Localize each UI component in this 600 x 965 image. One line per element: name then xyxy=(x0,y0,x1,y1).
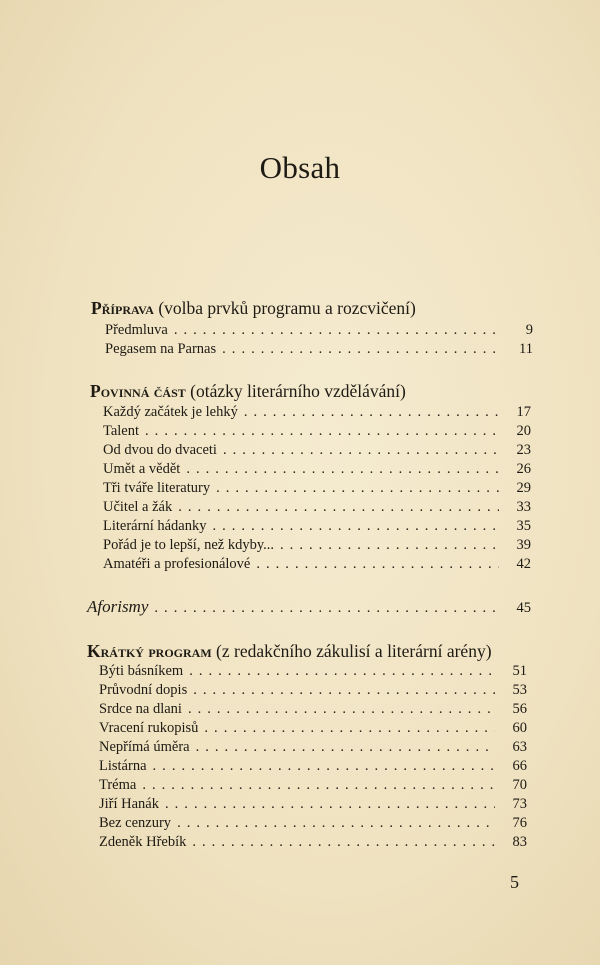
leader-dots xyxy=(189,663,495,680)
toc-entry-title: Nepřímá úměra xyxy=(99,739,190,755)
toc-entry[interactable] xyxy=(105,341,533,360)
section-subtitle: (z redakčního zákulisí a literární arény) xyxy=(211,641,492,661)
toc-entry[interactable] xyxy=(103,404,531,423)
toc-entry[interactable] xyxy=(103,442,531,461)
toc-entry[interactable] xyxy=(99,701,527,720)
toc-entry-title: Býti básníkem xyxy=(99,663,184,679)
toc-entry-title: Aforismy xyxy=(87,597,149,616)
toc-entry-page: 56 xyxy=(512,701,527,717)
toc-entry-title: Zdeněk Hřebík xyxy=(99,834,187,850)
toc-entry-page: 70 xyxy=(512,777,527,793)
toc-entry-page: 42 xyxy=(516,556,531,572)
toc-entry[interactable] xyxy=(103,461,531,480)
leader-dots xyxy=(142,777,495,794)
toc-entry-title: Bez cenzury xyxy=(99,815,172,831)
leader-dots xyxy=(186,461,499,478)
toc-entry-page: 23 xyxy=(516,442,531,458)
toc-entry[interactable] xyxy=(99,815,527,834)
toc-entry[interactable] xyxy=(99,758,527,777)
page-number: 5 xyxy=(510,872,519,892)
toc-entry-page: 76 xyxy=(512,815,527,831)
toc-entry[interactable] xyxy=(99,796,527,815)
page-title: Obsah xyxy=(259,150,341,185)
leader-dots xyxy=(165,796,495,813)
toc-entry-title: Každý začátek je lehký xyxy=(103,404,238,420)
toc-entry[interactable] xyxy=(99,739,527,758)
toc-entry[interactable] xyxy=(103,518,531,537)
leader-dots xyxy=(216,480,499,497)
section-caps: Povinná část xyxy=(90,381,186,401)
toc-entry-title: Od dvou do dvaceti xyxy=(103,442,217,458)
toc-entry-title: Jiří Hanák xyxy=(99,796,159,812)
leader-dots xyxy=(223,442,499,459)
section-heading-priprava xyxy=(91,298,416,319)
toc-entry-title: Listárna xyxy=(99,758,147,774)
toc-entry-page: 63 xyxy=(512,739,527,755)
leader-dots xyxy=(174,322,501,339)
section-heading-kratky-program xyxy=(87,641,492,662)
leader-dots xyxy=(192,834,495,851)
leader-dots xyxy=(256,556,499,573)
toc-entry-page: 45 xyxy=(516,600,531,616)
toc-entry-title: Pořád je to lepší, než kdyby... xyxy=(103,537,275,553)
toc-entry-page: 53 xyxy=(512,682,527,698)
toc-entry-page: 73 xyxy=(512,796,527,812)
toc-entry[interactable] xyxy=(99,777,527,796)
toc-entry-page: 60 xyxy=(512,720,527,736)
toc-entry-page: 35 xyxy=(516,518,531,534)
toc-entry[interactable] xyxy=(103,480,531,499)
toc-entry[interactable] xyxy=(99,663,527,682)
toc-entry[interactable] xyxy=(99,720,527,739)
leader-dots xyxy=(196,739,495,756)
toc-entry[interactable] xyxy=(99,834,527,853)
toc-entry-page: 39 xyxy=(516,537,531,553)
leader-dots xyxy=(212,518,499,535)
toc-entry-title: Tréma xyxy=(99,777,137,793)
leader-dots xyxy=(280,537,499,554)
toc-entry-title: Umět a vědět xyxy=(103,461,181,477)
toc-entry-page: 33 xyxy=(516,499,531,515)
toc-entry-title: Talent xyxy=(103,423,140,439)
toc-entry-page: 11 xyxy=(519,341,533,357)
toc-entry[interactable] xyxy=(105,322,533,341)
toc-entry-title: Předmluva xyxy=(105,322,168,338)
toc-entry-page: 17 xyxy=(516,404,531,420)
toc-entry-title: Vracení rukopisů xyxy=(99,720,199,736)
section-subtitle: (volba prvků programu a rozcvičení) xyxy=(153,298,416,318)
leader-dots xyxy=(193,682,495,699)
toc-entry-page: 66 xyxy=(512,758,527,774)
toc-entry-title: Učitel a žák xyxy=(103,499,173,515)
toc-entry-page: 29 xyxy=(516,480,531,496)
toc-entry-title: Amatéři a profesionálové xyxy=(103,556,251,572)
leader-dots xyxy=(188,701,495,718)
leader-dots xyxy=(177,815,495,832)
toc-entry[interactable] xyxy=(103,537,531,556)
section-caps: Příprava xyxy=(91,298,154,318)
section-caps: Krátký program xyxy=(87,641,212,661)
toc-entry[interactable] xyxy=(103,423,531,442)
section-subtitle: (otázky literárního vzdělávání) xyxy=(185,381,406,401)
leader-dots xyxy=(222,341,501,358)
toc-entry[interactable] xyxy=(103,499,531,518)
toc-entry-page: 9 xyxy=(525,322,533,338)
toc-entry-page: 83 xyxy=(512,834,527,850)
toc-entry-title: Průvodní dopis xyxy=(99,682,188,698)
leader-dots xyxy=(204,720,495,737)
leader-dots xyxy=(244,404,499,421)
toc-entry-page: 20 xyxy=(516,423,531,439)
toc-entry[interactable] xyxy=(103,556,531,575)
toc-entry-aforismy[interactable] xyxy=(87,597,531,619)
leader-dots xyxy=(178,499,499,516)
toc-entry-title: Tři tváře literatury xyxy=(103,480,211,496)
toc-entry-title: Pegasem na Parnas xyxy=(105,341,217,357)
toc-entry-title: Srdce na dlani xyxy=(99,701,182,717)
leader-dots xyxy=(145,423,499,440)
toc-entry-page: 51 xyxy=(512,663,527,679)
leader-dots xyxy=(154,600,499,617)
toc-entry-page: 26 xyxy=(516,461,531,477)
leader-dots xyxy=(153,758,495,775)
toc-entry[interactable] xyxy=(99,682,527,701)
section-heading-povinna-cast xyxy=(90,381,406,402)
toc-entry-title: Literární hádanky xyxy=(103,518,207,534)
